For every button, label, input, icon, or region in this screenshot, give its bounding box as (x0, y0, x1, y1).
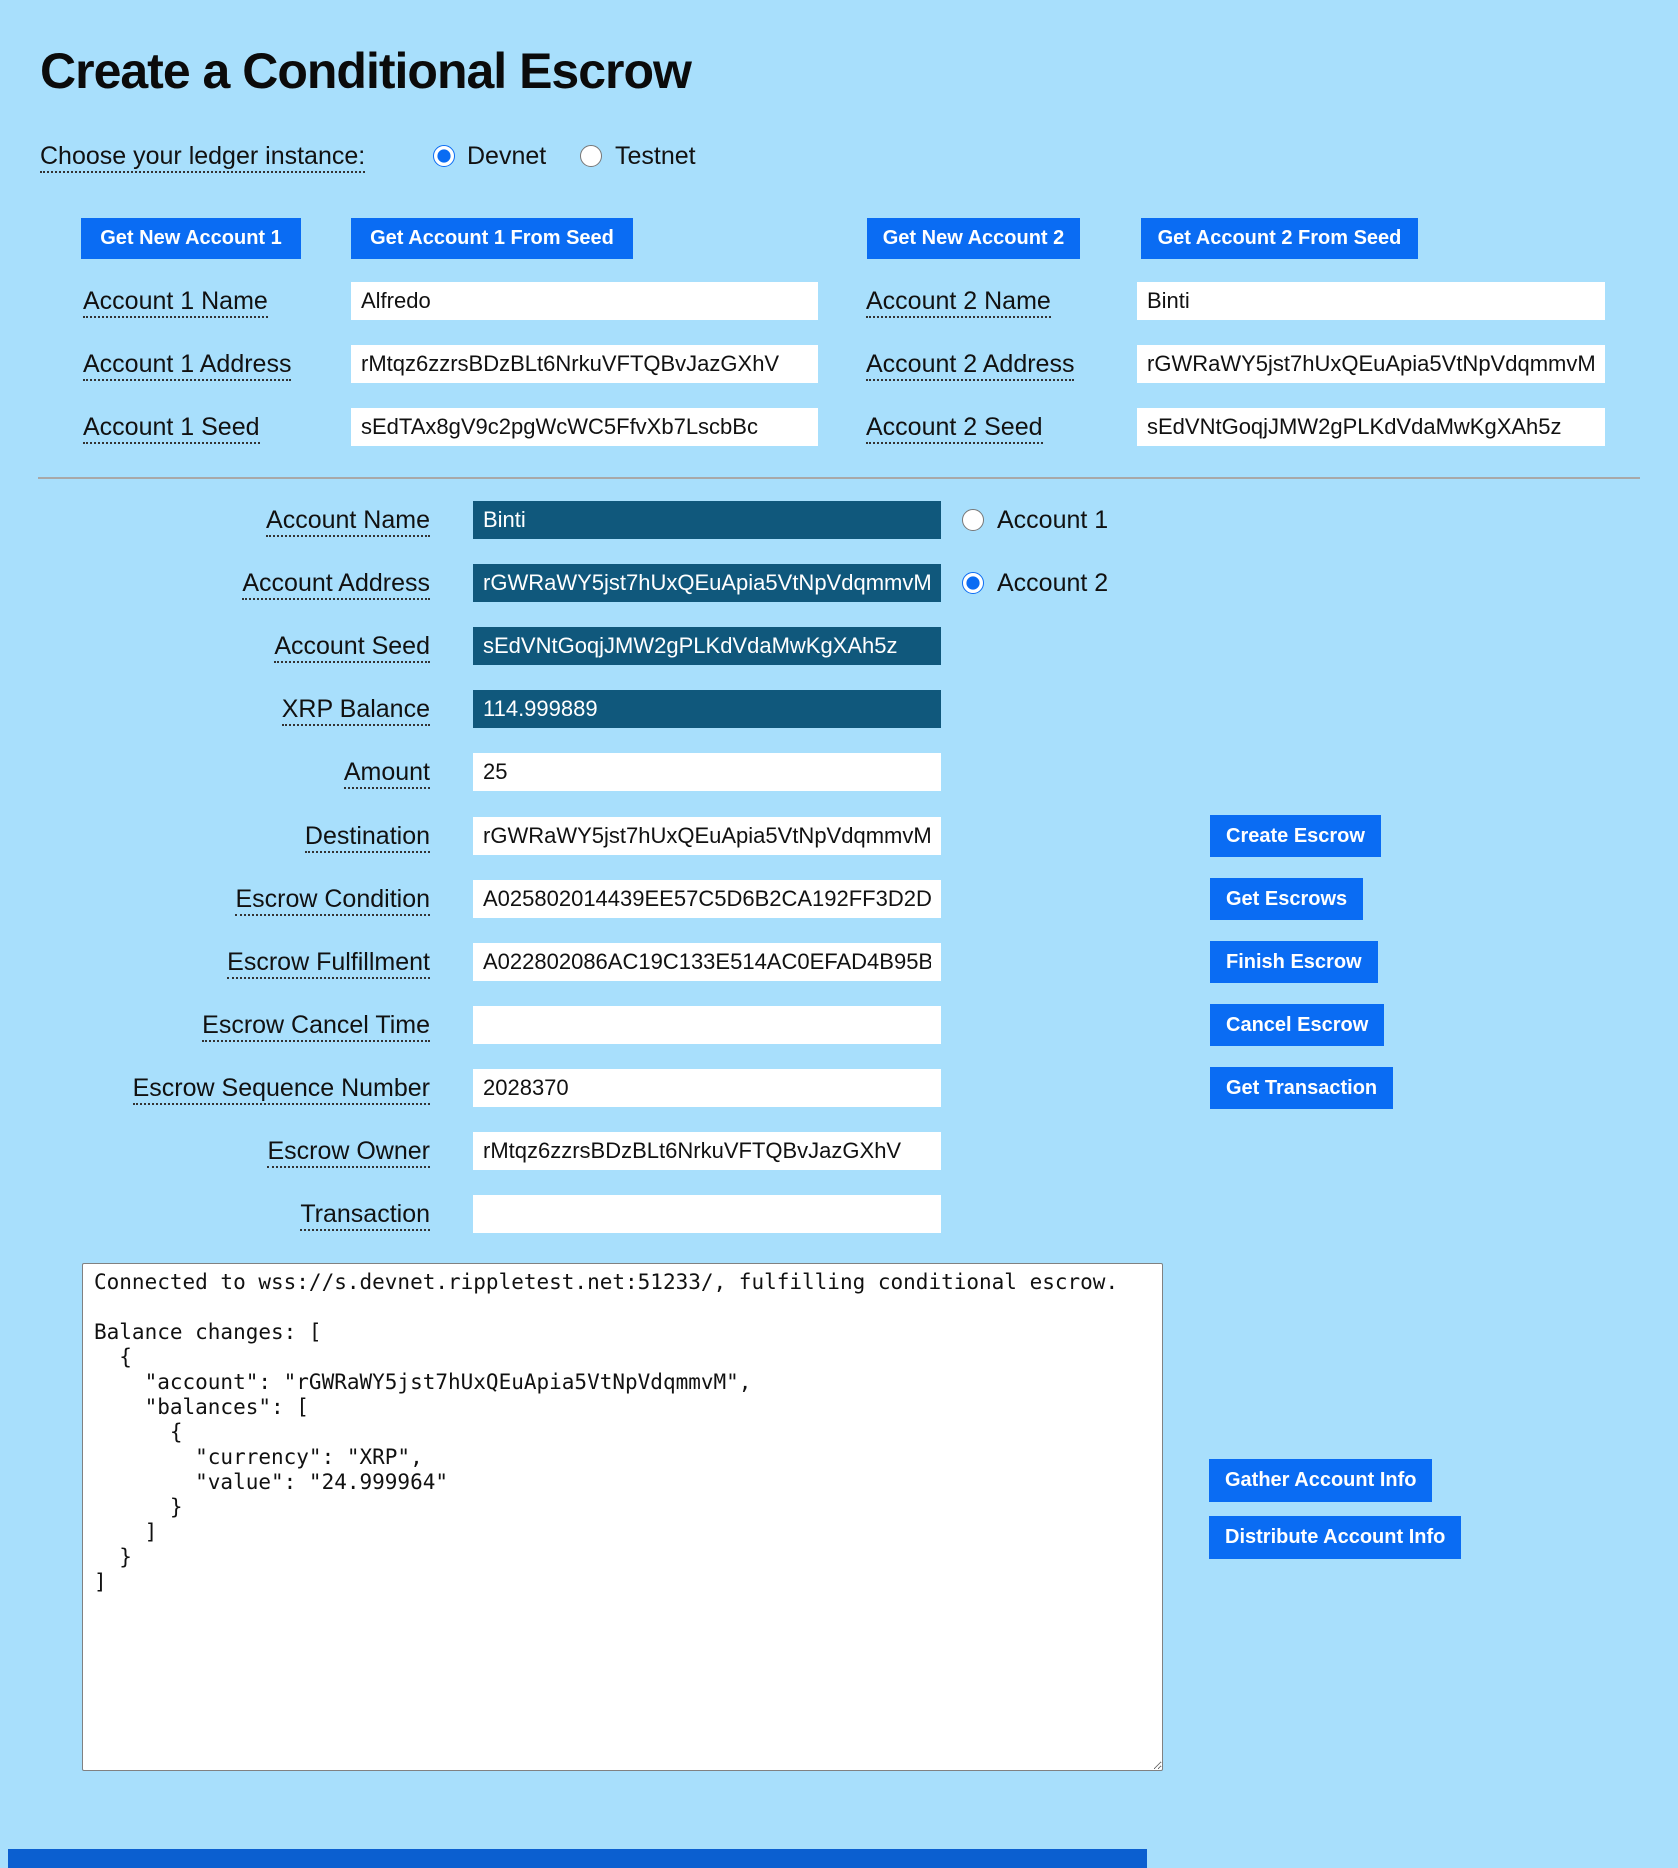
devnet-radio[interactable] (433, 145, 455, 167)
account1-select-label: Account 1 (997, 506, 1109, 534)
account-name-field[interactable] (473, 501, 941, 539)
escrow-sequence-number-label: Escrow Sequence Number (40, 1069, 430, 1107)
create-escrow-button[interactable]: Create Escrow (1210, 815, 1381, 857)
testnet-radio[interactable] (580, 145, 602, 167)
testnet-radio-label: Testnet (615, 142, 696, 170)
account1-seed-label: Account 1 Seed (83, 408, 260, 446)
account1-name-label: Account 1 Name (83, 282, 268, 320)
escrow-fulfillment-label: Escrow Fulfillment (40, 943, 430, 981)
footer-bar (8, 1849, 1147, 1868)
amount-label: Amount (40, 753, 430, 791)
account2-select-radio[interactable] (962, 572, 984, 594)
get-escrows-button[interactable]: Get Escrows (1210, 878, 1363, 920)
destination-label: Destination (40, 817, 430, 855)
transaction-input[interactable] (473, 1195, 941, 1233)
account-address-field[interactable] (473, 564, 941, 602)
account-address-label: Account Address (40, 564, 430, 602)
account2-address-input[interactable] (1137, 345, 1605, 383)
escrow-owner-label: Escrow Owner (40, 1132, 430, 1170)
account1-select-radio[interactable] (962, 509, 984, 531)
get-account1-from-seed-button[interactable]: Get Account 1 From Seed (351, 218, 633, 259)
ledger-instance-label: Choose your ledger instance: (40, 142, 365, 171)
get-new-account1-button[interactable]: Get New Account 1 (81, 218, 301, 259)
escrow-fulfillment-input[interactable] (473, 943, 941, 981)
devnet-radio-label: Devnet (467, 142, 547, 170)
escrow-owner-input[interactable] (473, 1132, 941, 1170)
distribute-account-info-button[interactable]: Distribute Account Info (1209, 1516, 1461, 1559)
finish-escrow-button[interactable]: Finish Escrow (1210, 941, 1378, 983)
escrow-condition-label: Escrow Condition (40, 880, 430, 918)
account-seed-label: Account Seed (40, 627, 430, 665)
account-name-label: Account Name (40, 501, 430, 539)
escrow-sequence-number-input[interactable] (473, 1069, 941, 1107)
gather-account-info-button[interactable]: Gather Account Info (1209, 1459, 1432, 1502)
account1-address-input[interactable] (351, 345, 818, 383)
account2-seed-label: Account 2 Seed (866, 408, 1043, 446)
account1-name-input[interactable] (351, 282, 818, 320)
xrp-balance-field[interactable] (473, 690, 941, 728)
account2-name-label: Account 2 Name (866, 282, 1051, 320)
cancel-escrow-button[interactable]: Cancel Escrow (1210, 1004, 1384, 1046)
page-title: Create a Conditional Escrow (40, 43, 691, 99)
amount-input[interactable] (473, 753, 941, 791)
account1-address-label: Account 1 Address (83, 345, 291, 383)
results-log-textarea[interactable] (82, 1263, 1163, 1771)
escrow-condition-input[interactable] (473, 880, 941, 918)
get-transaction-button[interactable]: Get Transaction (1210, 1067, 1393, 1109)
xrp-balance-label: XRP Balance (40, 690, 430, 728)
account2-name-input[interactable] (1137, 282, 1605, 320)
escrow-cancel-time-label: Escrow Cancel Time (40, 1006, 430, 1044)
account2-address-label: Account 2 Address (866, 345, 1074, 383)
section-divider (38, 477, 1640, 479)
account1-seed-input[interactable] (351, 408, 818, 446)
account-seed-field[interactable] (473, 627, 941, 665)
transaction-label: Transaction (40, 1195, 430, 1233)
escrow-cancel-time-input[interactable] (473, 1006, 941, 1044)
get-account2-from-seed-button[interactable]: Get Account 2 From Seed (1141, 218, 1418, 259)
account2-seed-input[interactable] (1137, 408, 1605, 446)
get-new-account2-button[interactable]: Get New Account 2 (867, 218, 1080, 259)
account2-select-label: Account 2 (997, 569, 1109, 597)
destination-input[interactable] (473, 817, 941, 855)
